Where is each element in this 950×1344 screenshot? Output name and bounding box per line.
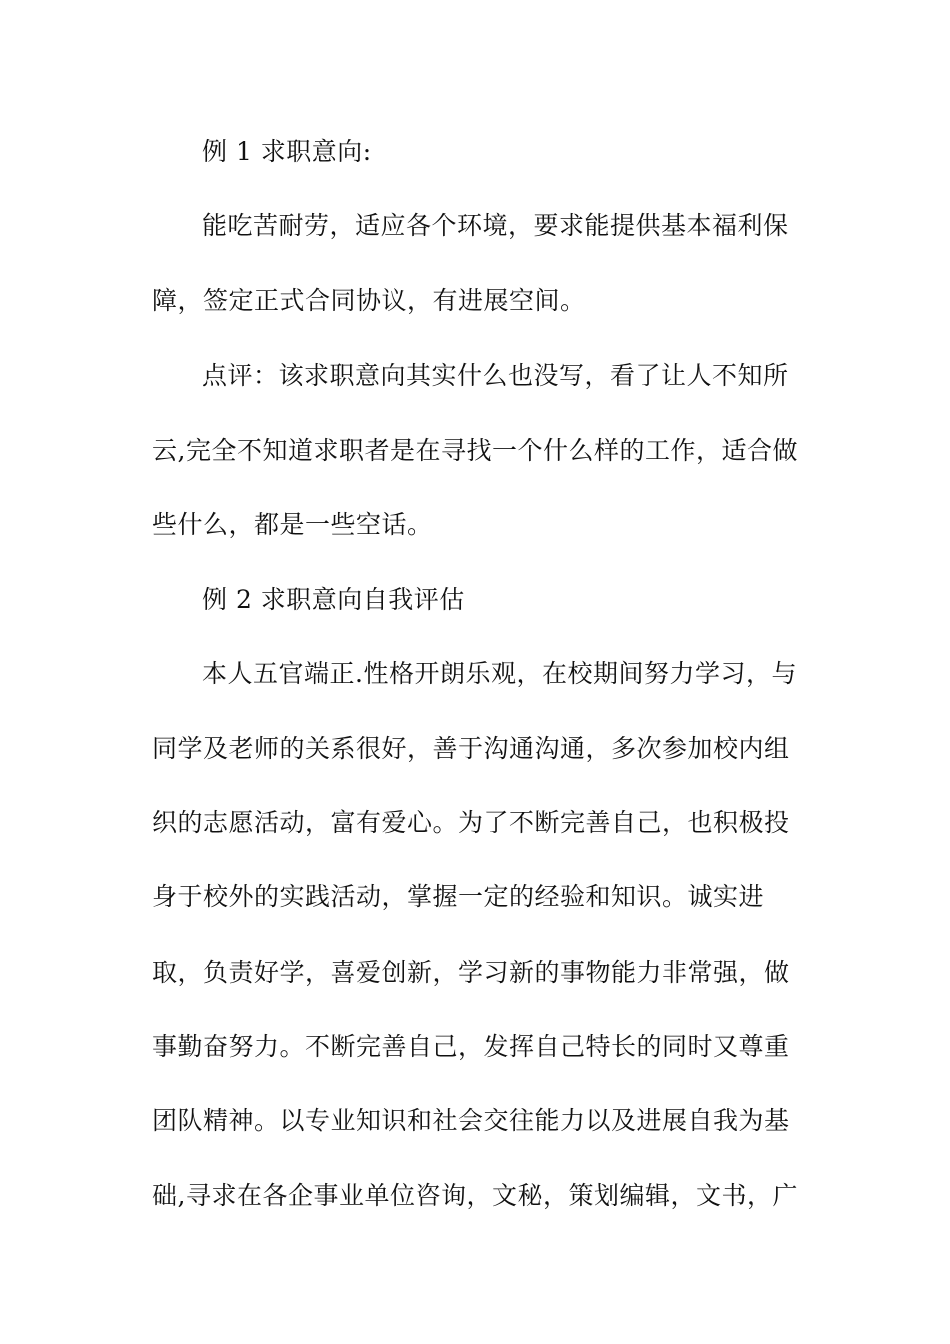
example-2-paragraph-line-6: 事勤奋努力。不断完善自己，发挥自己特长的同时又尊重 [152,1032,790,1061]
comment-paragraph-line-1: 点评：该求职意向其实什么也没写，看了让人不知所 [202,361,789,390]
example-2-paragraph-line-8: 础,寻求在各企事业单位咨询，文秘，策划编辑，文书，广 [152,1181,798,1210]
example-2-paragraph-line-3: 织的志愿活动，富有爱心。为了不断完善自己，也积极投 [152,808,790,837]
example-2-paragraph-line-1: 本人五官端正.性格开朗乐观，在校期间努力学习，与 [202,659,797,688]
example-2-paragraph-line-5: 取，负责好学，喜爱创新，学习新的事物能力非常强，做 [152,958,790,987]
comment-paragraph-line-3: 些什么，都是一些空话。 [152,510,433,539]
example-1-paragraph-line-2: 障，签定正式合同协议，有进展空间。 [152,286,586,315]
example-2-paragraph-line-4: 身于校外的实践活动，掌握一定的经验和知识。诚实进 [152,882,765,911]
example-2-heading: 例 2 求职意向自我评估 [202,585,465,614]
example-1-paragraph-line-1: 能吃苦耐劳，适应各个环境，要求能提供基本福利保 [202,211,789,240]
example-2-paragraph-line-7: 团队精神。以专业知识和社会交往能力以及进展自我为基 [152,1106,790,1135]
example-1-heading: 例 1 求职意向: [202,137,372,166]
example-2-paragraph-line-2: 同学及老师的关系很好，善于沟通沟通，多次参加校内组 [152,734,790,763]
comment-paragraph-line-2: 云,完全不知道求职者是在寻找一个什么样的工作，适合做 [152,436,798,465]
